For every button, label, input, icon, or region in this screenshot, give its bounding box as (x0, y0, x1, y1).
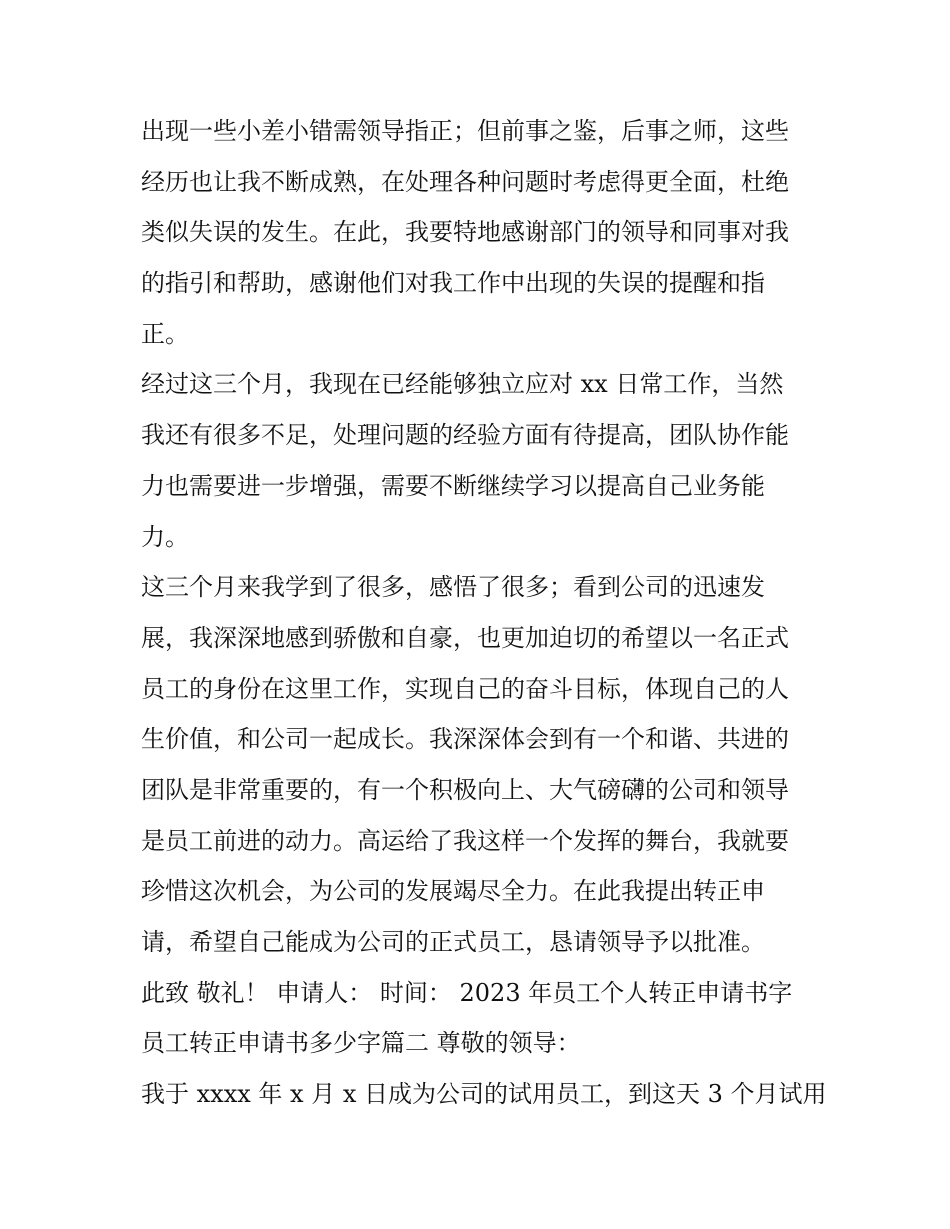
text-line: 珍惜这次机会，为公司的发展竭尽全力。在此我提出转正申 (141, 877, 765, 906)
text-line: 力。 (141, 522, 189, 551)
text-line: 此致 敬礼！ 申请人： 时间： 2023 年员工个人转正申请书字 (141, 978, 793, 1007)
text-line: 力也需要进一步增强，需要不断继续学习以提高自己业务能 (141, 471, 765, 500)
text-line: 我还有很多不足，处理问题的经验方面有待提高，团队协作能 (141, 421, 789, 450)
text-line: 员工转正申请书多少字篇二 尊敬的领导： (141, 1029, 581, 1058)
text-line: 正。 (141, 319, 189, 348)
text-line: 的指引和帮助，感谢他们对我工作中出现的失误的提醒和指 (141, 269, 765, 298)
text-line: 经过这三个月，我现在已经能够独立应对 xx 日常工作，当然 (141, 370, 784, 399)
text-line: 生价值，和公司一起成长。我深深体会到有一个和谐、共进的 (141, 725, 789, 754)
text-line: 类似失误的发生。在此，我要特地感谢部门的领导和同事对我 (141, 218, 789, 247)
text-line: 员工的身份在这里工作，实现自己的奋斗目标，体现自己的人 (141, 674, 789, 703)
text-line: 出现一些小差小错需领导指正；但前事之鉴，后事之师，这些 (141, 117, 789, 145)
text-line: 是员工前进的动力。高运给了我这样一个发挥的舞台，我就要 (141, 826, 789, 855)
text-line: 我于 xxxx 年 x 月 x 日成为公司的试用员工，到这天 3 个月试用 (141, 1080, 827, 1109)
text-line: 展，我深深地感到骄傲和自豪，也更加迫切的希望以一名正式 (141, 623, 789, 652)
text-line: 团队是非常重要的，有一个积极向上、大气磅礴的公司和领导 (141, 775, 789, 804)
text-line: 请，希望自己能成为公司的正式员工，恳请领导予以批准。 (141, 928, 765, 956)
body-text (141, 106, 827, 1120)
text-line: 这三个月来我学到了很多，感悟了很多；看到公司的迅速发 (141, 573, 765, 602)
text-line: 经历也让我不断成熟，在处理各种问题时考虑得更全面，杜绝 (141, 167, 789, 196)
